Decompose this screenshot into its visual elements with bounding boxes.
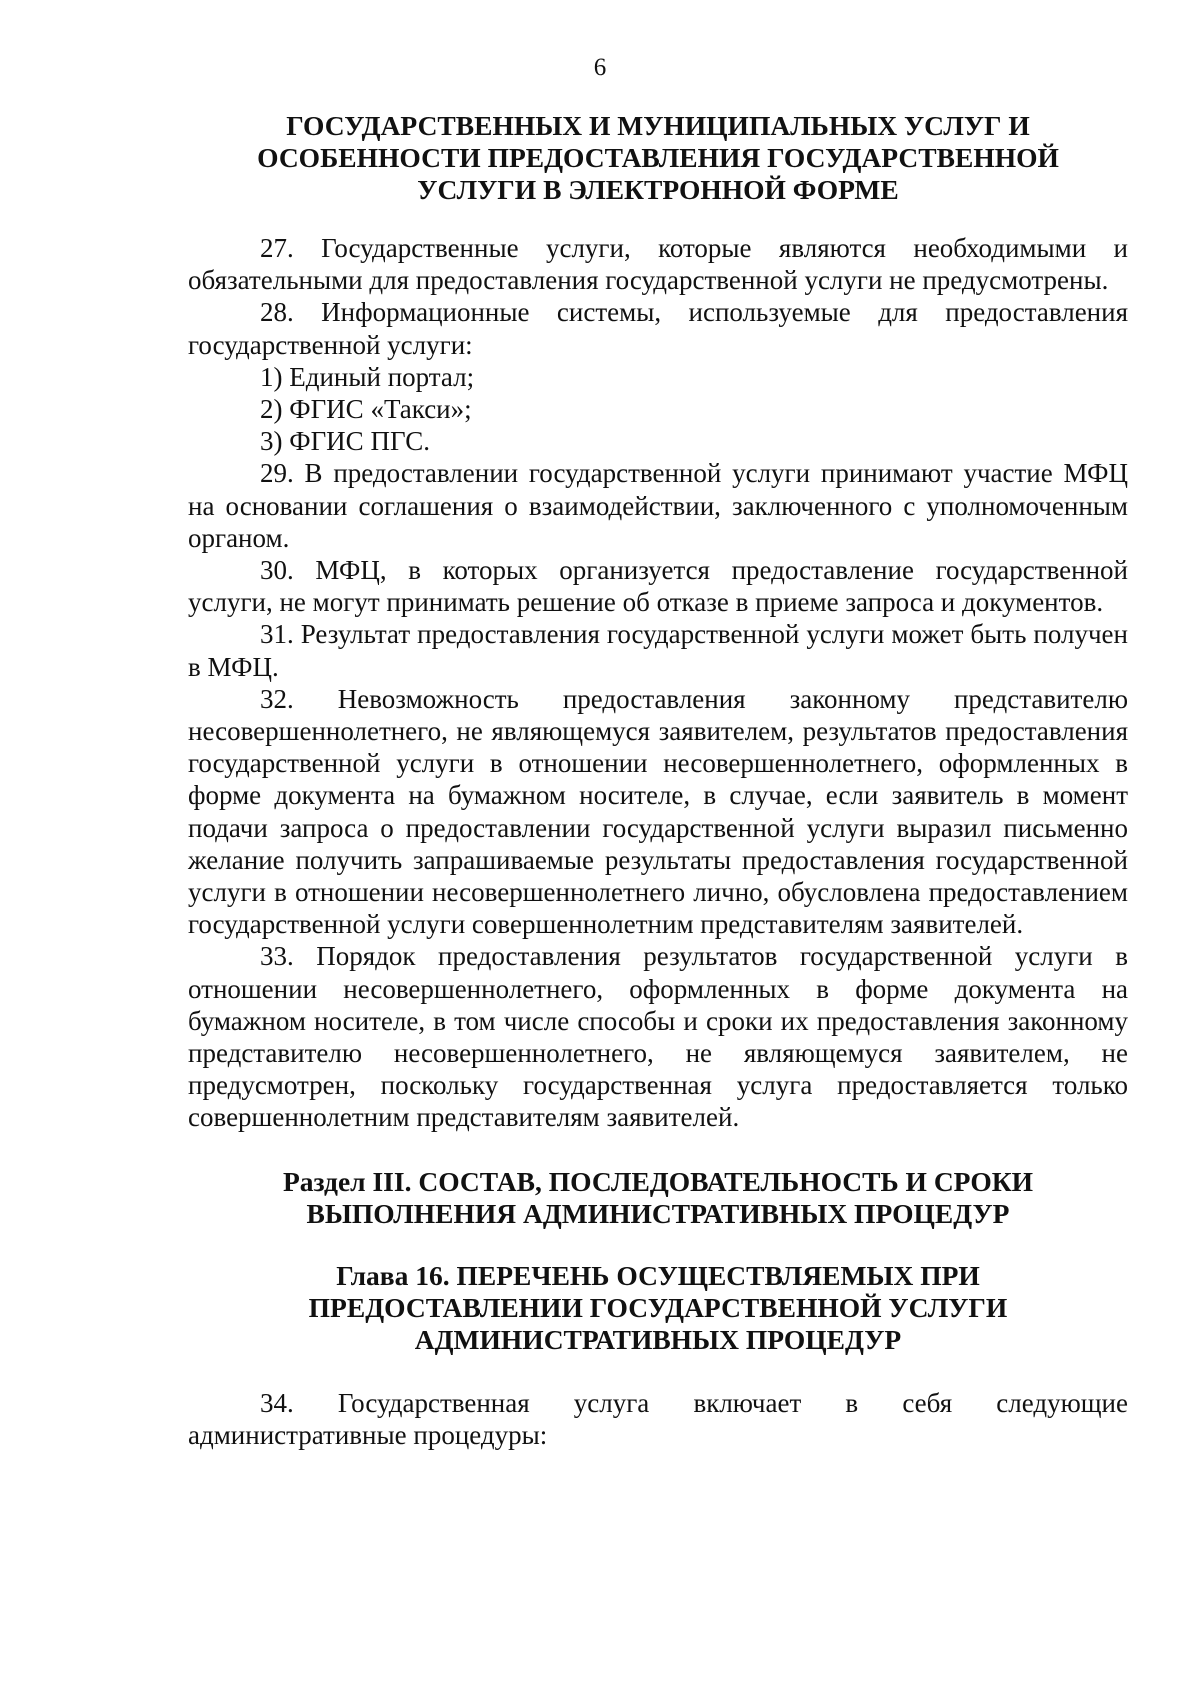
list-item: 3) ФГИС ПГС. (260, 426, 430, 457)
document-body (188, 110, 1128, 1451)
paragraph-29: 29. В предоставлении государственной услуги принимают участие МФЦ на основании соглашения о взаимодействии, заключенного с уполномоченным органом. (188, 458, 1128, 553)
paragraph-32: 32. Невозможность предоставления законному представителю несовершеннолетнего, не являющемуся заявителем, результатов предоставления государственной услуги в отношении несовершеннолетнего, оформленных в форме документа на бумажном носителе, в случае, если заявитель в момент подачи запроса о предоставлении государственной услуги выразил письменно желание получить запрашиваемые результаты предоставления государственной услуги в отношении несовершеннолетнего лично, обусловлена предоставлением государственной услуги совершеннолетним представителям заявителей. (188, 683, 1128, 940)
paragraph-33: 33. Порядок предоставления результатов государственной услуги в отношении несовершеннолетнего, оформленных в форме документа на бумажном носителе, в том числе способы и сроки их предоставления законному представителю несовершеннолетнего, не являющемуся заявителем, не предусмотрен, поскольку государственная услуга предоставляется только совершеннолетним представителям заявителей. (188, 941, 1128, 1133)
heading-line: Глава 16. ПЕРЕЧЕНЬ ОСУЩЕСТВЛЯЕМЫХ ПРИ (336, 1259, 980, 1291)
section-heading (188, 1166, 1128, 1230)
heading-line: АДМИНИСТРАТИВНЫХ ПРОЦЕДУР (414, 1323, 902, 1355)
heading-line: ОСОБЕННОСТИ ПРЕДОСТАВЛЕНИЯ ГОСУДАРСТВЕННОЙ (257, 142, 1059, 173)
heading-line: ВЫПОЛНЕНИЯ АДМИНИСТРАТИВНЫХ ПРОЦЕДУР (306, 1197, 1010, 1229)
list-item: 2) ФГИС «Такси»; (260, 394, 472, 425)
paragraph-27: 27. Государственные услуги, которые являются необходимыми и обязательными для предоставления государственной услуги не предусмотрены. (188, 233, 1128, 296)
paragraph-28: 28. Информационные системы, используемые для предоставления государственной услуги: (188, 297, 1128, 360)
paragraph-31: 31. Результат предоставления государственной услуги может быть получен в МФЦ. (188, 619, 1128, 682)
heading-line: УСЛУГИ В ЭЛЕКТРОННОЙ ФОРМЕ (417, 174, 899, 205)
list-item: 1) Единый портал; (260, 361, 475, 392)
chapter-heading-continuation (188, 110, 1128, 206)
paragraph-30: 30. МФЦ, в которых организуется предоставление государственной услуги, не могут принимать решение об отказе в приеме запроса и документов. (188, 555, 1128, 618)
heading-line: Раздел III. СОСТАВ, ПОСЛЕДОВАТЕЛЬНОСТЬ И СРОКИ (282, 1165, 1034, 1197)
heading-line: ГОСУДАРСТВЕННЫХ И МУНИЦИПАЛЬНЫХ УСЛУГ И (286, 110, 1030, 141)
heading-line: ПРЕДОСТАВЛЕНИИ ГОСУДАРСТВЕННОЙ УСЛУГИ (308, 1291, 1008, 1323)
paragraph-34: 34. Государственная услуга включает в себя следующие административные процедуры: (188, 1387, 1128, 1450)
chapter-heading (188, 1260, 1128, 1356)
page-number: 6 (593, 54, 607, 81)
